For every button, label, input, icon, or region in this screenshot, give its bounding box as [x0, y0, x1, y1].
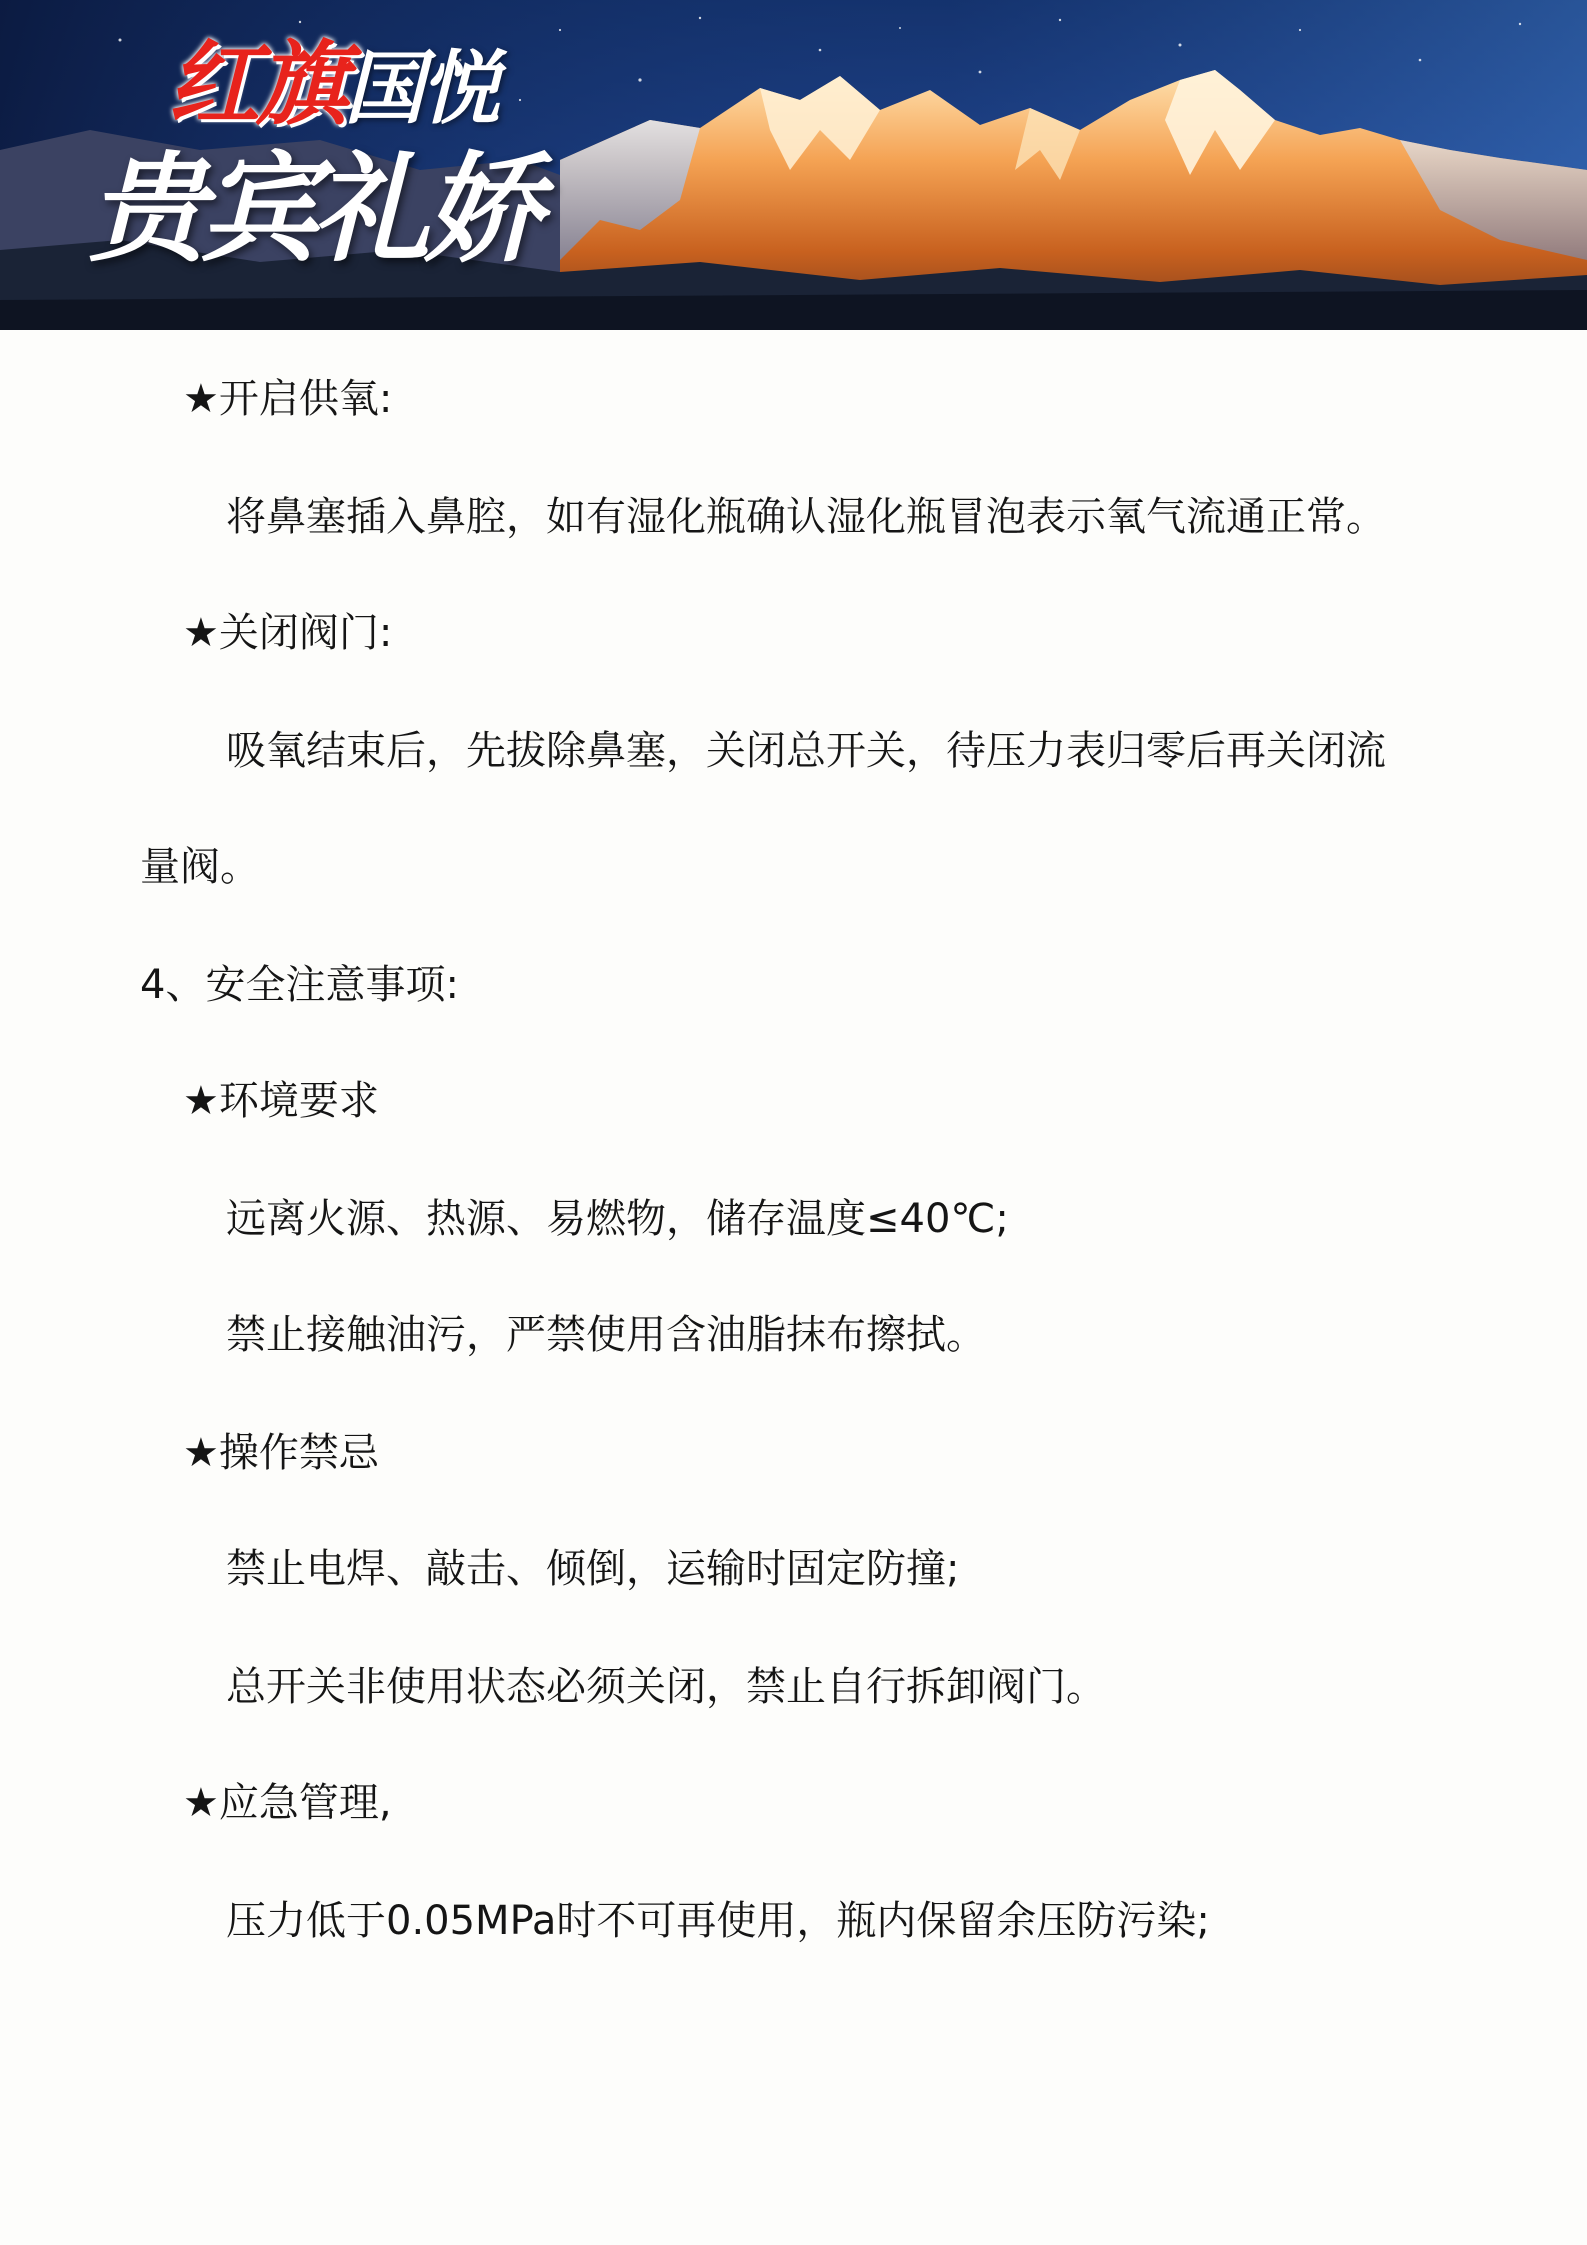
env-heading: ★环境要求: [183, 1078, 379, 1124]
banner-title: [168, 30, 497, 138]
taboo-text-2: 总开关非使用状态必须关闭，禁止自行拆卸阀门。: [226, 1664, 1106, 1710]
taboo-heading: ★操作禁忌: [183, 1430, 379, 1476]
taboo-text-1: 禁止电焊、敲击、倾倒，运输时固定防撞;: [226, 1546, 960, 1592]
banner-subtitle: 贵宾礼娇: [88, 139, 537, 278]
oxygen-on-heading: ★开启供氧:: [183, 376, 393, 422]
safety-heading: 4、安全注意事项:: [140, 962, 459, 1008]
emergency-text-1: 压力低于0.05MPa时不可再使用，瓶内保留余压防污染;: [226, 1898, 1210, 1944]
env-text-2: 禁止接触油污，严禁使用含油脂抹布擦拭。: [226, 1312, 986, 1358]
banner-title-white: 国悦: [344, 41, 497, 135]
banner-title-red: 红旗: [168, 30, 345, 138]
close-valve-text-1: 吸氧结束后，先拔除鼻塞，关闭总开关，待压力表归零后再关闭流: [226, 728, 1386, 774]
oxygen-on-text: 将鼻塞插入鼻腔，如有湿化瓶确认湿化瓶冒泡表示氧气流通正常。: [226, 494, 1386, 540]
emergency-heading: ★应急管理,: [183, 1780, 392, 1826]
close-valve-heading: ★关闭阀门:: [183, 610, 393, 656]
env-text-1: 远离火源、热源、易燃物，储存温度≤40℃;: [226, 1196, 1009, 1242]
header-banner: [0, 0, 1587, 330]
close-valve-text-2: 量阀。: [140, 844, 260, 890]
